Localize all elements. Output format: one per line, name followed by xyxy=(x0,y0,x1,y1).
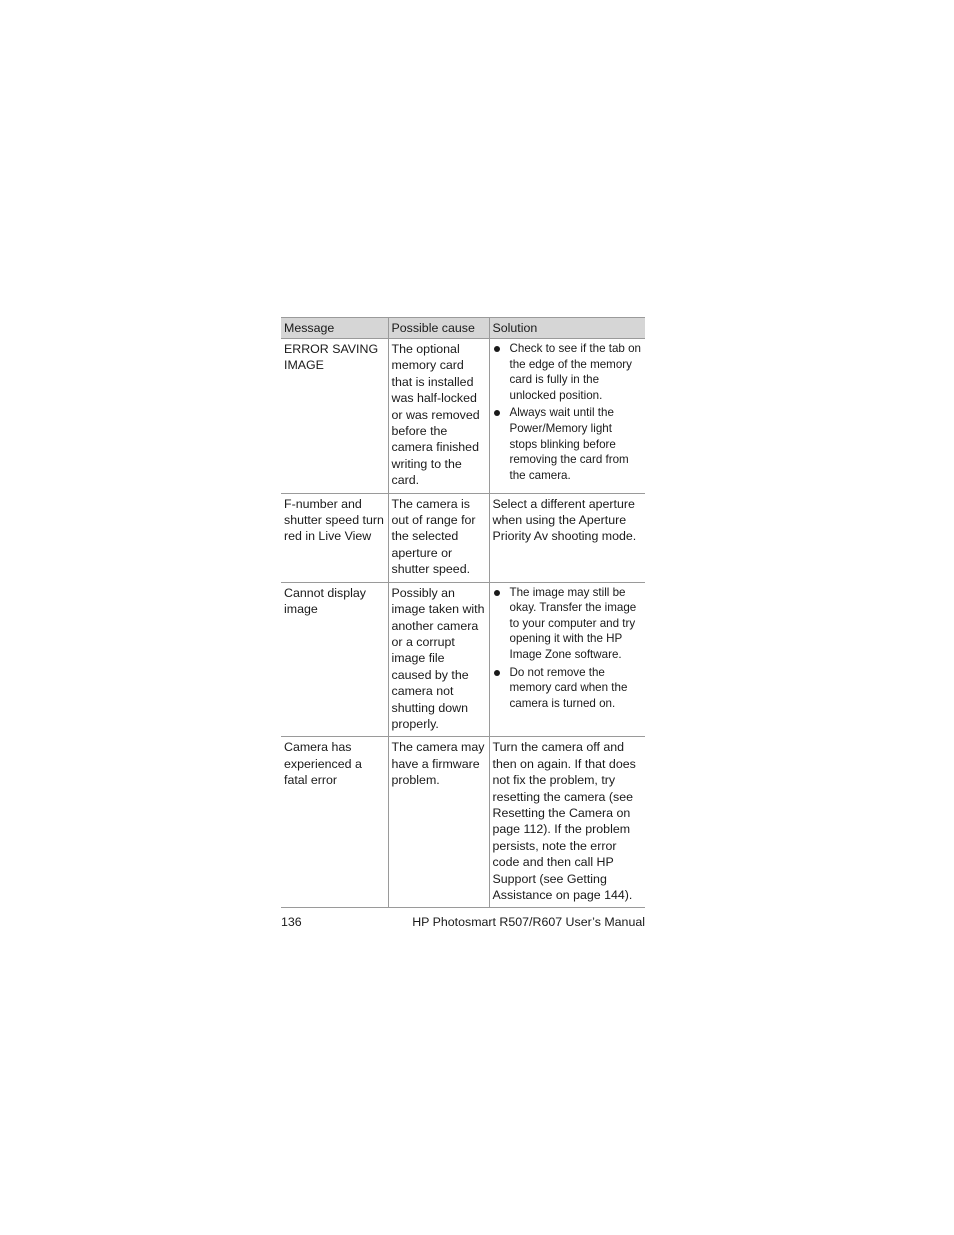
solution-bullet xyxy=(493,665,643,712)
solution-text: on page 112). If the problem persists, note the error code and then call HP Support (see xyxy=(492,805,631,886)
message-cell: ERROR SAVING IMAGE xyxy=(281,339,388,494)
solution-bullet xyxy=(493,585,643,663)
page-number: 136 xyxy=(281,915,302,929)
cause-cell: The camera may have a firmware problem. xyxy=(388,737,489,908)
bullet-dot-icon xyxy=(494,590,500,596)
solution-text: on page 144). xyxy=(552,888,633,902)
solution-bullet xyxy=(493,405,643,483)
table-row xyxy=(281,339,645,494)
solution-cell xyxy=(489,582,645,737)
solution-cell xyxy=(489,737,645,908)
solution-list xyxy=(493,341,643,483)
page-content xyxy=(281,317,645,908)
bullet-dot-icon xyxy=(494,410,500,416)
bullet-text: Check to see if the tab on the edge of the memory card is fully in the unlocked position. xyxy=(509,342,641,402)
solution-cell xyxy=(489,493,645,582)
cross-reference-link[interactable]: Resetting the Camera xyxy=(492,805,614,820)
cause-cell: The optional memory card that is installed was half-locked or was removed before the camera finished writing to the card. xyxy=(388,339,489,494)
solution-text: Turn the camera off and then on again. If that does not fix the problem, try resetting the camera (see xyxy=(492,740,636,804)
mode-reference: Aperture Priority Av xyxy=(492,513,627,544)
solution-text: shooting mode. xyxy=(548,529,637,544)
cause-cell: The camera is out of range for the selected aperture or shutter speed. xyxy=(388,493,489,582)
cause-cell: Possibly an image taken with another camera or a corrupt image file caused by the camera not shutting down properly. xyxy=(388,582,489,737)
manual-title: HP Photosmart R507/R607 User’s Manual xyxy=(412,915,645,929)
solution-cell xyxy=(489,339,645,494)
column-header-solution: Solution xyxy=(489,318,645,339)
solution-bullet xyxy=(493,341,643,403)
solution-list xyxy=(493,585,643,712)
column-header-message: Message xyxy=(281,318,388,339)
table-row xyxy=(281,582,645,737)
bullet-text: The image may still be okay. Transfer the image to your computer and try opening it with the HP Image Zone software. xyxy=(509,585,637,662)
table-header-row xyxy=(281,318,645,339)
troubleshooting-table xyxy=(281,317,645,908)
message-cell: Camera has experienced a fatal error xyxy=(281,737,388,908)
solution-text: Select a different aperture when using the xyxy=(492,496,635,528)
message-cell: F-number and shutter speed turn red in Live View xyxy=(281,493,388,582)
bullet-text: Do not remove the memory card when the camera is turned on. xyxy=(509,665,628,710)
bullet-text: Always wait until the Power/Memory light stops blinking before removing the card from the camera. xyxy=(509,406,629,482)
bullet-dot-icon xyxy=(494,670,500,676)
table-row xyxy=(281,493,645,582)
column-header-cause: Possible cause xyxy=(388,318,489,339)
bullet-dot-icon xyxy=(494,346,500,352)
cross-reference-link[interactable]: Getting Assistance xyxy=(492,871,607,902)
table-row xyxy=(281,737,645,908)
message-cell: Cannot display image xyxy=(281,582,388,737)
